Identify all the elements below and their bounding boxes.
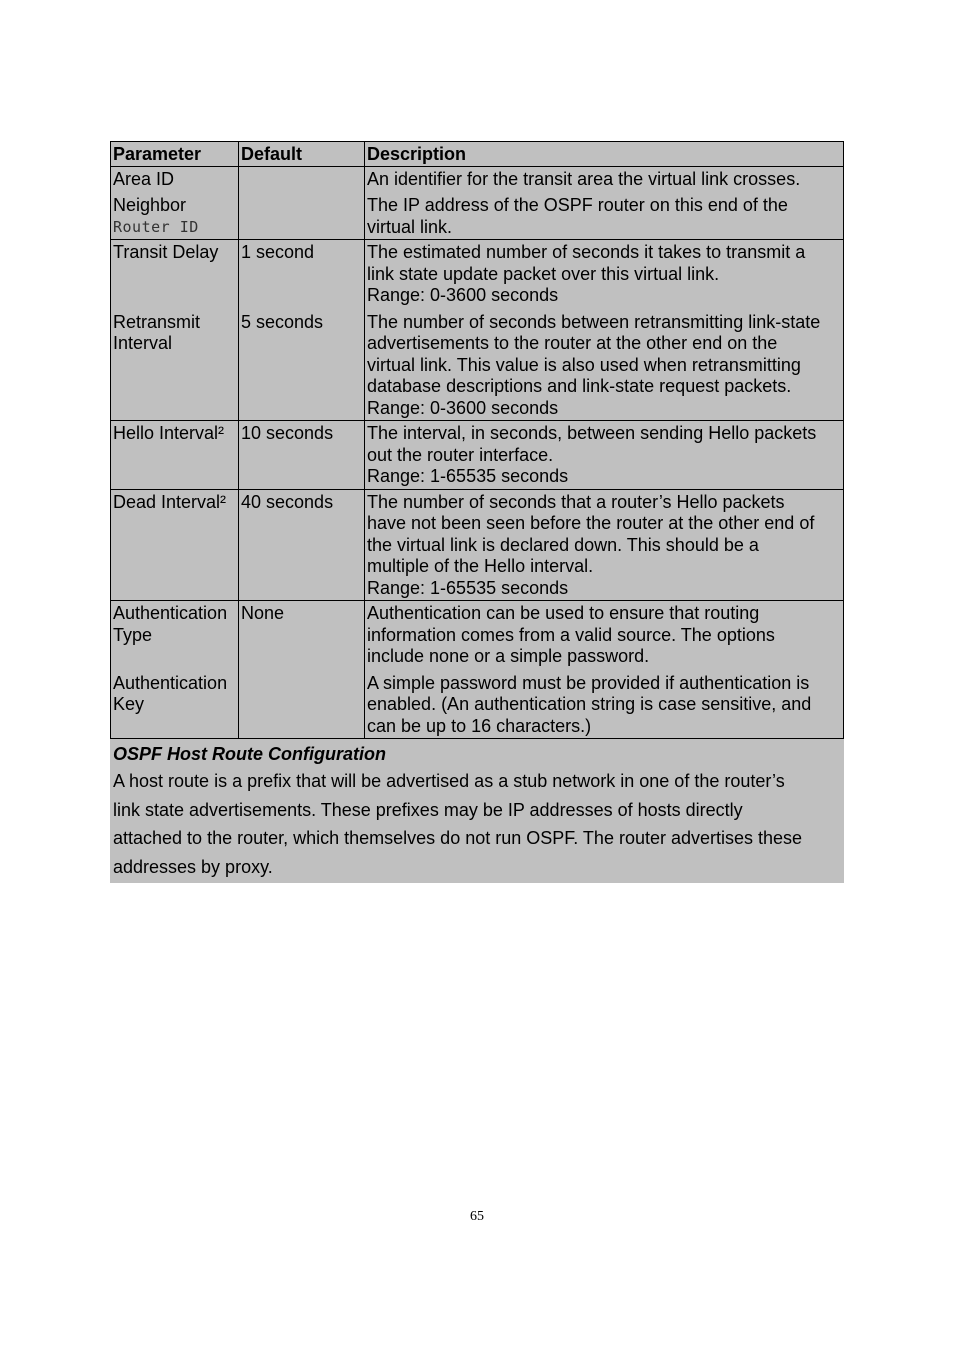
description-line: link state update packet over this virtual link.: [367, 263, 720, 284]
description-line: information comes from a valid source. The options: [367, 624, 775, 645]
page-number: 65: [470, 1209, 484, 1224]
spacer-line: [113, 285, 236, 307]
param-cell: [111, 166, 239, 240]
cell-entry: [241, 492, 362, 600]
spacer-line: [113, 445, 236, 467]
spacer-line: [241, 466, 362, 488]
table-row: [111, 489, 844, 601]
description-line: An identifier for the transit area the virtual link crosses.: [367, 168, 801, 189]
spacer-line: [113, 535, 236, 557]
param-cell: [111, 601, 239, 739]
description-cell: [365, 166, 844, 240]
cell-entry: [241, 242, 362, 307]
param-name: Key: [113, 694, 145, 714]
description-line: have not been seen before the router at the other end of: [367, 513, 815, 533]
cell-entry: [367, 423, 841, 488]
description-line: Authentication can be used to ensure that routing: [367, 603, 760, 623]
spacer-line: [241, 285, 362, 307]
parameter-table: [110, 141, 844, 739]
description-line: The number of seconds between retransmitting link-state: [367, 311, 821, 332]
description-line: database descriptions and link-state request packets.: [367, 376, 792, 396]
spacer-line: [113, 376, 236, 398]
spacer-line: [241, 673, 362, 695]
param-name: Dead Interval²: [113, 491, 227, 512]
description-line: Range: 1-65535 seconds: [367, 577, 569, 598]
default-value: 1 second: [241, 242, 315, 262]
param-name: Area ID: [113, 168, 175, 189]
spacer-line: [241, 264, 362, 286]
param-name: Transit Delay: [113, 242, 219, 262]
description-cell: [365, 240, 844, 421]
spacer-line: [113, 646, 236, 668]
description-line: virtual link. This value is also used when retransmitting: [367, 354, 801, 375]
description-line: out the router interface.: [367, 444, 554, 465]
cell-entry: [113, 169, 236, 191]
shaded-content-block: [110, 141, 844, 883]
cell-entry: [367, 603, 841, 668]
cell-entry: [367, 312, 841, 420]
spacer-line: [113, 398, 236, 420]
spacer-line: [241, 578, 362, 600]
default-value: 5 seconds: [241, 311, 324, 332]
table-header-row: [111, 142, 844, 167]
description-line: Range: 1-65535 seconds: [367, 466, 569, 486]
spacer-line: [241, 445, 362, 467]
spacer-line: [113, 716, 236, 738]
spacer-line: [241, 646, 362, 668]
param-name: Interval: [113, 333, 173, 353]
param-name: Retransmit: [113, 311, 201, 332]
cell-entry: [241, 673, 362, 716]
spacer-line: [113, 513, 236, 535]
description-line: the virtual link is declared down. This should be a: [367, 534, 759, 555]
description-line: can be up to 16 characters.): [367, 715, 592, 736]
param-cell: [111, 489, 239, 601]
spacer-line: [113, 556, 236, 578]
section-body-line: attached to the router, which themselves do not run OSPF. The router advertises these: [113, 828, 803, 848]
table-row: [111, 601, 844, 739]
host-route-section: [110, 739, 844, 883]
description-line: A simple password must be provided if authentication is: [367, 672, 810, 693]
section-title: OSPF Host Route Configuration: [113, 744, 386, 764]
spacer-line: [241, 625, 362, 647]
description-line: Range: 0-3600 seconds: [367, 285, 559, 305]
cell-entry: [367, 169, 841, 191]
default-cell: [239, 489, 365, 601]
description-line: virtual link.: [367, 216, 453, 237]
section-body-line: link state advertisements. These prefixes may be IP addresses of hosts directly: [113, 799, 743, 820]
spacer-line: [241, 174, 362, 196]
section-body-line: addresses by proxy.: [113, 856, 273, 877]
cell-entry: [113, 195, 236, 238]
param-name: Authentication: [113, 672, 228, 693]
description-line: The interval, in seconds, between sending Hello packets: [367, 423, 817, 443]
section-body: [113, 767, 841, 881]
spacer-line: [113, 355, 236, 377]
cell-entry: [241, 603, 362, 668]
table-row: [111, 166, 844, 240]
param-name: Type: [113, 624, 153, 645]
cell-entry: [113, 673, 236, 738]
param-name: Hello Interval²: [113, 423, 225, 443]
description-line: multiple of the Hello interval.: [367, 556, 594, 576]
spacer-line: [241, 376, 362, 398]
default-value: 40 seconds: [241, 491, 334, 512]
cell-entry: [113, 312, 236, 420]
spacer-line: [241, 694, 362, 716]
default-cell: [239, 240, 365, 421]
description-line: Range: 0-3600 seconds: [367, 397, 559, 418]
spacer-line: [241, 513, 362, 535]
description-line: advertisements to the router at the other end on the: [367, 333, 778, 353]
description-line: include none or a simple password.: [367, 646, 650, 666]
spacer-line: [113, 466, 236, 488]
cell-entry: [113, 242, 236, 307]
spacer-line: [241, 355, 362, 377]
description-line: enabled. (An authentication string is case sensitive, and: [367, 694, 812, 714]
spacer-line: [113, 578, 236, 600]
param-name: Neighbor: [113, 195, 187, 215]
description-cell: [365, 489, 844, 601]
default-cell: [239, 601, 365, 739]
default-cell: [239, 166, 365, 240]
param-cell: [111, 240, 239, 421]
table-body: [111, 166, 844, 739]
table-row: [111, 421, 844, 490]
default-cell: [239, 421, 365, 490]
cell-entry: [113, 603, 236, 668]
description-line: The number of seconds that a router’s Hello packets: [367, 491, 785, 512]
header-default: Default: [239, 142, 365, 167]
description-cell: [365, 601, 844, 739]
spacer-line: [241, 556, 362, 578]
cell-entry: [241, 174, 362, 196]
cell-entry: [241, 423, 362, 488]
spacer-line: [241, 398, 362, 420]
description-cell: [365, 421, 844, 490]
spacer-line: [241, 535, 362, 557]
cell-entry: [367, 195, 841, 238]
header-parameter: Parameter: [111, 142, 239, 167]
spacer-line: [241, 333, 362, 355]
table-row: [111, 240, 844, 421]
default-value: 10 seconds: [241, 423, 334, 443]
param-name: Authentication: [113, 603, 228, 623]
cell-entry: [367, 242, 841, 307]
cell-entry: [367, 673, 841, 738]
cell-entry: [367, 492, 841, 600]
router-id-code: Router ID: [113, 217, 199, 236]
description-line: The estimated number of seconds it takes to transmit a: [367, 242, 806, 262]
cell-entry: [113, 423, 236, 488]
param-cell: [111, 421, 239, 490]
description-line: The IP address of the OSPF router on this end of the: [367, 195, 788, 215]
default-value: None: [241, 603, 285, 623]
cell-entry: [113, 492, 236, 600]
section-body-line: A host route is a prefix that will be advertised as a stub network in one of the router’s: [113, 771, 785, 791]
spacer-line: [113, 264, 236, 286]
cell-entry: [241, 312, 362, 420]
header-description: Description: [365, 142, 844, 167]
